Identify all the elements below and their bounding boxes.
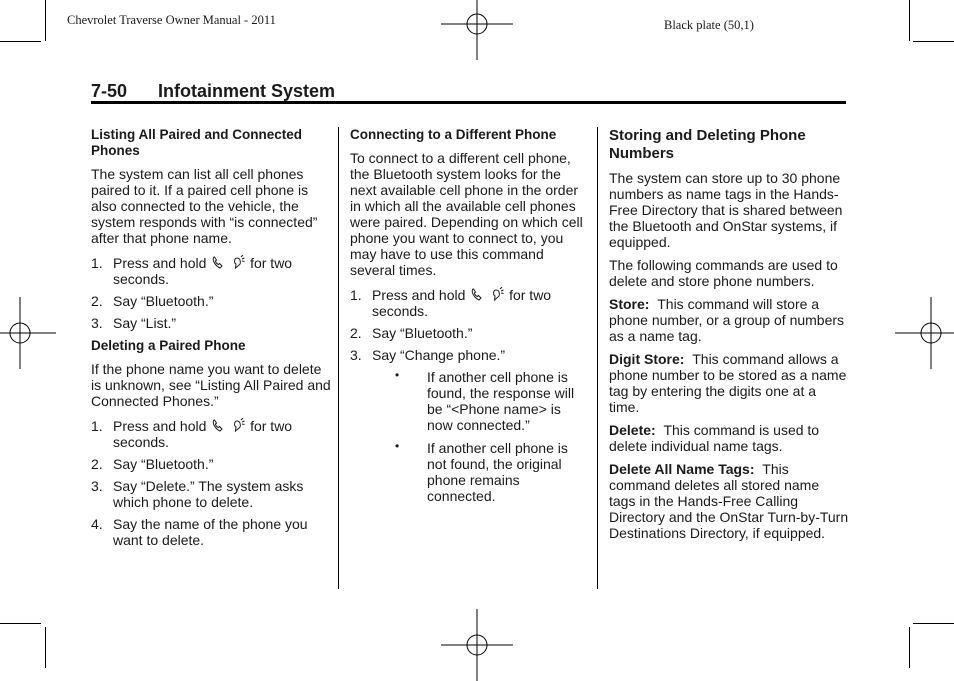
registration-mark-icon (441, 609, 513, 681)
commands-intro: The following commands are used to delete and store phone numbers. (609, 257, 838, 289)
step-text: Press and hold (113, 418, 207, 434)
step-item (91, 293, 331, 309)
listing-body: The system can list all cell phones paired to it. If a paired cell phone is also connected to the vehicle, the system responds with “is connected” after that phone name. (91, 166, 318, 246)
column-2 (350, 127, 586, 511)
phone-handset-icon (211, 255, 226, 270)
title-rule (91, 101, 846, 104)
column-1 (91, 127, 331, 555)
step-text: for two seconds. (372, 287, 552, 319)
step-item (91, 478, 331, 510)
bullet-item (372, 440, 586, 504)
deleting-heading: Deleting a Paired Phone (91, 338, 246, 353)
def-text: This command deletes all stored name tags in the Hands-Free Calling Directory and the OnStar Turn-by-Turn Destinations Directory, if equipped. (609, 461, 849, 541)
voice-recognition-icon (232, 255, 245, 270)
step-text: Say “Change phone.” (372, 347, 506, 363)
page-number: 7-50 (91, 81, 128, 101)
step-number: 4. (91, 516, 103, 532)
registration-mark-icon (441, 0, 513, 60)
voice-recognition-icon (232, 418, 245, 433)
listing-heading: Listing All Paired and Connected Phones (91, 127, 303, 158)
voice-recognition-icon (491, 287, 504, 302)
deleting-steps (91, 418, 331, 548)
connecting-heading: Connecting to a Different Phone (350, 127, 557, 142)
step-text: for two seconds. (113, 418, 293, 450)
step-text: Say “Bluetooth.” (113, 456, 214, 472)
def-delete-all (609, 461, 849, 541)
step-item (91, 255, 331, 287)
phone-handset-icon (470, 287, 485, 302)
bullet-text: If another cell phone is not found, the original phone remains connected. (427, 440, 568, 504)
step-number: 2. (91, 456, 103, 472)
step-number: 1. (91, 255, 103, 271)
crop-mark (0, 623, 41, 624)
crop-mark (45, 627, 46, 668)
step-number: 2. (350, 325, 362, 341)
phone-handset-icon (211, 418, 226, 433)
storing-heading: Storing and Deleting Phone Numbers (609, 127, 806, 162)
bullet-icon: • (395, 368, 400, 382)
step-item (350, 287, 586, 319)
deleting-body: If the phone name you want to delete is unknown, see “Listing All Paired and Connected Phones.” (91, 361, 331, 409)
step-text: Say “List.” (113, 315, 177, 331)
plate-label: Black plate (50,1) (664, 18, 754, 32)
step-text: Press and hold (113, 255, 207, 271)
crop-mark (913, 41, 954, 42)
step-text: Say the name of the phone you want to delete. (113, 516, 308, 548)
step-text: Say “Bluetooth.” (113, 293, 214, 309)
crop-mark (909, 0, 910, 41)
step-item (91, 418, 331, 450)
def-text: This command will store a phone number, or a group of numbers as a name tag. (609, 296, 845, 344)
def-text: This command is used to delete individual name tags. (609, 422, 820, 454)
result-bullets (372, 369, 586, 504)
def-term: Digit Store: (609, 351, 685, 367)
def-text: This command allows a phone number to be stored as a name tag by entering the digits one at a time. (609, 351, 847, 415)
def-store (609, 296, 849, 344)
section-title (91, 80, 846, 102)
listing-steps (91, 255, 331, 331)
step-number: 1. (350, 287, 362, 303)
bullet-text: If another cell phone is found, the response will be “<Phone name> is now connected.” (427, 369, 575, 433)
step-text: Say “Delete.” The system asks which phone to delete. (113, 478, 304, 510)
step-item (350, 347, 586, 504)
section-name: Infotainment System (158, 81, 336, 101)
def-term: Delete All Name Tags: (609, 461, 755, 477)
def-term: Delete: (609, 422, 656, 438)
step-item (350, 325, 586, 341)
column-divider (338, 127, 339, 589)
step-number: 3. (91, 478, 103, 494)
step-number: 2. (91, 293, 103, 309)
bullet-icon: • (395, 439, 400, 453)
step-text: Press and hold (372, 287, 466, 303)
bullet-item (372, 369, 586, 433)
step-item (91, 315, 331, 331)
column-divider (597, 127, 598, 589)
step-text: for two seconds. (113, 255, 293, 287)
step-number: 1. (91, 418, 103, 434)
step-item (91, 516, 331, 548)
step-item (91, 456, 331, 472)
registration-mark-icon (895, 297, 954, 369)
crop-mark (0, 41, 41, 42)
def-term: Store: (609, 296, 650, 312)
def-delete (609, 422, 849, 454)
connecting-steps (350, 287, 586, 504)
step-number: 3. (91, 315, 103, 331)
step-text: Say “Bluetooth.” (372, 325, 473, 341)
storing-body: The system can store up to 30 phone numbers as name tags in the Hands-Free Directory that is shared between the Bluetooth and OnStar systems, if equipped. (609, 170, 843, 250)
crop-mark (909, 627, 910, 668)
step-number: 3. (350, 347, 362, 363)
crop-mark (913, 623, 954, 624)
manual-title: Chevrolet Traverse Owner Manual - 2011 (67, 13, 276, 27)
connecting-body: To connect to a different cell phone, the Bluetooth system looks for the next available cell phone in the order in which all the available cell phones were paired. Depending on which cell phone you want to connect to, you may have to use this command several times. (350, 150, 583, 278)
def-digit-store (609, 351, 849, 415)
crop-mark (45, 0, 46, 41)
registration-mark-icon (0, 297, 56, 369)
column-3 (609, 127, 849, 548)
